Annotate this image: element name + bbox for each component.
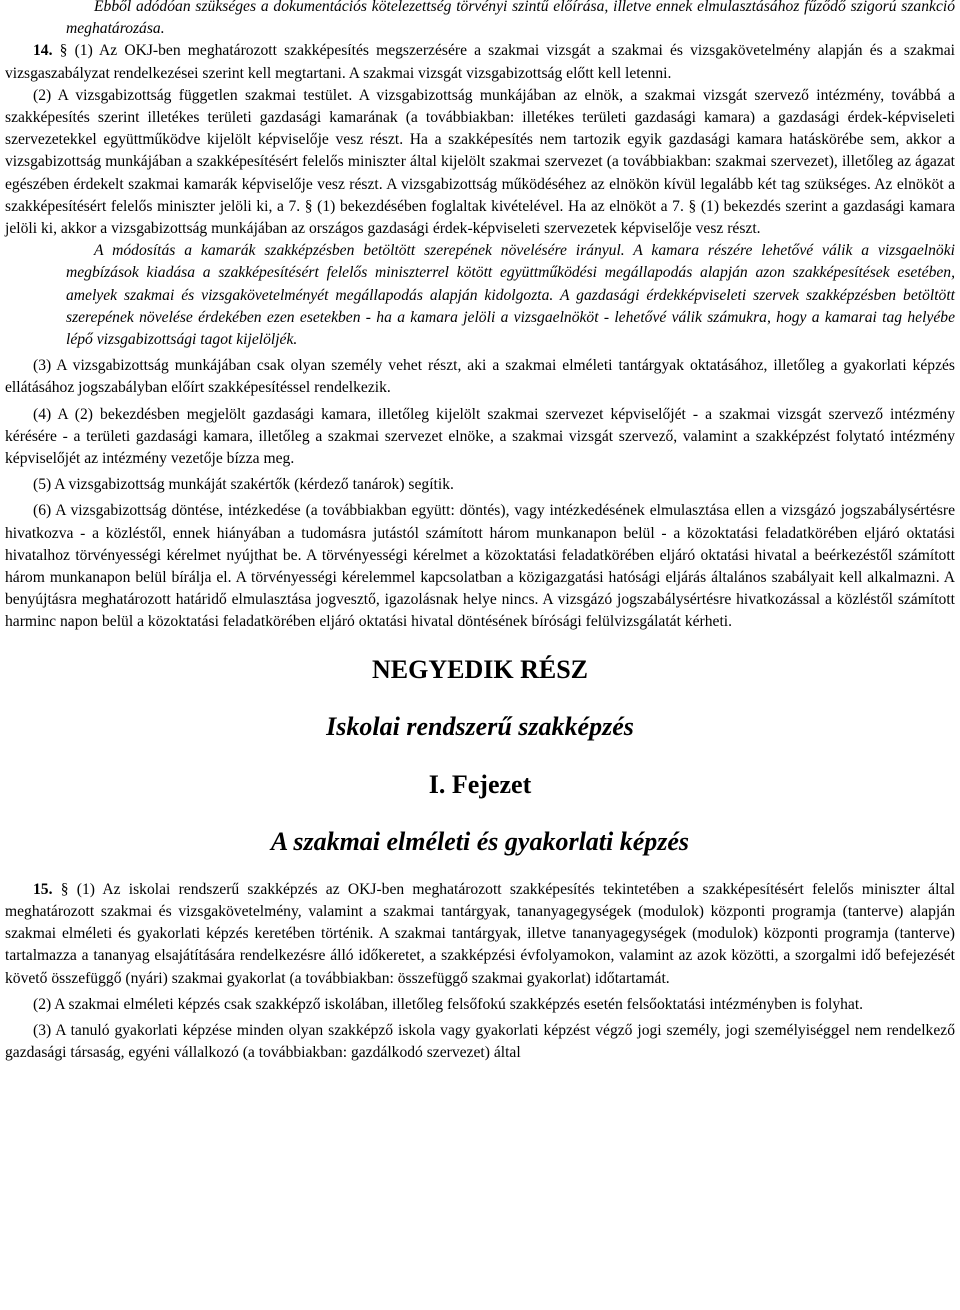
intro-note	[5, 0, 955, 40]
section-14-number: 14.	[33, 42, 53, 60]
document-page	[5, 0, 955, 1064]
section-15-p1-text: (1) Az iskolai rendszerű szakképzés az OKJ-ben meghatározott szakképesítés tekintetében a szakképesítésért felelős miniszter által meghatározott szakmai és vizsgakövetelmény, valamint a szakmai tantárgyak, tananyagegységek (modulok) központi programja (tanterve) alapján szakmai elméleti és gyakorlati képzés keretében történik. A szakmai tantárgyak, illetve tananyagegységek (modulok) központi programja (tanterve) tartalmazza a tananyag elsajátítására rendelkezésre álló időkeretet, a szakképzési évfolyamokon, valamint az azok közötti, a szorgalmi idő befejezését követő összefüggő (nyári) szakmai gyakorlat (a továbbiakban: összefüggő szakmai gyakorlat) időtartamát.	[5, 880, 956, 987]
section-15-number: 15.	[33, 880, 53, 898]
part-heading: NEGYEDIK RÉSZ	[372, 654, 588, 684]
chapter-title-heading: A szakmai elméleti és gyakorlati képzés	[270, 826, 690, 856]
modification-note	[5, 240, 955, 351]
section-14-paragraph-5	[5, 474, 955, 496]
intro-text: Ebből adódóan szükséges a dokumentációs kötelezettség törvényi szintű előírása, illetve ennek elmulasztásához fűződő szigorú szankció meghatározása.	[66, 0, 955, 38]
section-14-paragraph-2	[5, 85, 955, 240]
section-15-p2-text: (2) A szakmai elméleti képzés csak szakképző iskolában, illetőleg felsőfokú szakképzés esetén felsőoktatási intézményben is folyhat.	[33, 995, 864, 1013]
part-title-heading: Iskolai rendszerű szakképzés	[326, 711, 634, 741]
section-15-paragraph-2	[5, 994, 955, 1016]
section-14-p6-text: (6) A vizsgabizottság döntése, intézkedése (a továbbiakban együtt: döntés), vagy intézkedésének elmulasztása ellen a vizsgázó jogszabálysértésre hivatkozva - a közléstől, ennek hiányában a tudomásra jutástól számított három munkanapon belül - a közoktatási feladatkörében eljáró oktatási hivatalhoz törvényességi kérelmet nyújthat be. A törvényességi kérelmet a közoktatási feladatkörében eljáró oktatási hivatal a beérkezéstől számított három munkanapon belül bírálja el. A törvényességi kérelemmel kapcsolatban a közigazgatási hatósági eljárás általános szabályait kell alkalmazni. A benyújtásra meghatározott határidő elmulasztása jogvesztő, igazolásnak helye nincs. A vizsgázó jogszabálysértésre hivatkozással a közléstől számított harminc napon belül a közoktatási feladatkörében eljáró oktatási hivatal döntésének bírósági felülvizsgálatát kérheti.	[5, 502, 955, 631]
section-15-p3-text: (3) A tanuló gyakorlati képzése minden olyan szakképző iskola vagy gyakorlati képzést végző jogi személy, jogi személyiséggel nem rendelkező gazdasági társaság, egyéni vállalkozó (a továbbiakban: gazdálkodó szervezet) által	[5, 1021, 955, 1062]
modification-note-text: A módosítás a kamarák szakképzésben betöltött szerepének növelésére irányul. A kamara részére lehetővé válik a vizsgaelnöki megbízások kiadása a szakképesítésért felelős miniszterrel kötött együttműködési megállapodás alapján azon szakképesítések esetében, amelyek szakmai és vizsgakövetelményét megállapodás alapján kidolgozta. A gazdasági érdekképviseleti szervek szakképzésben betöltött szerepének növelése érdekében ezen esetekben - ha a kamara jelöli a vizsgaelnököt - lehetővé válik számukra, hogy a kamarai tag helyébe lépő vizsgabizottsági tagot kijelöljék.	[66, 242, 955, 349]
chapter-heading: I. Fejezet	[428, 769, 532, 799]
section-15-paragraph-1	[5, 879, 955, 990]
section-14-paragraph-4	[5, 404, 955, 471]
section-14-paragraph-1	[5, 40, 955, 84]
section-14-p3-text: (3) A vizsgabizottság munkájában csak olyan személy vehet részt, aki a szakmai elméleti tantárgyak oktatásához, illetőleg a gyakorlati képzés ellátásához jogszabályban előírt szakképesítéssel rendelkezik.	[5, 357, 955, 397]
section-14-mark: §	[59, 42, 68, 60]
section-14-p4-text: (4) A (2) bekezdésben megjelölt gazdasági kamara, illetőleg kijelölt szakmai szervezet képviselőjét - a szakmai vizsgát szervező intézmény kérésére - a területi gazdasági kamara, illetőleg a szakmai szervezet elnöke, a szakmai vizsgát szervező, valamint a szakképzést folytató intézmény képviselőjét az intézmény vezetője bízza meg.	[5, 405, 955, 468]
section-14-paragraph-3	[5, 355, 955, 399]
section-15-mark: §	[60, 880, 69, 898]
section-14-p2-text: (2) A vizsgabizottság független szakmai testület. A vizsgabizottság munkájában az elnök, a szakmai vizsgát szervező intézmény, továbbá a szakképesítés szerint illetékes területi gazdasági kamarának (a továbbiakban: illetékes területi gazdasági kamara) a gazdasági érdek-képviseleti szervezetekkel együttműködve kijelölt képviselője vesz részt. Ha a szakképesítés nem tartozik egyik gazdasági kamara hatáskörébe sem, akkor a vizsgabizottság munkájában a szakképesítésért felelős miniszter által kijelölt szakmai szervezet (a továbbiakban: szakmai szervezet), illetőleg az ágazat egészében érdekelt szakmai kamarák képviselője vesz részt. A vizsgabizottság működéséhez az elnökön kívül legalább két tag szükséges. Az elnököt a szakképesítésért felelős miniszter jelöli ki, a 7. § (1) bekezdésében foglaltak kivételével. Ha az elnököt a 7. § (1) bekezdés szerint a gazdasági kamara jelöli ki, akkor a vizsgabizottság munkájában az országos gazdasági érdek-képviseleti szervezetek képviselője vesz részt.	[5, 86, 955, 238]
section-15-paragraph-3	[5, 1020, 955, 1064]
section-14-p1-text: (1) Az OKJ-ben meghatározott szakképesítés megszerzésére a szakmai vizsgát a szakmai és vizsgakövetelmény alapján és a szakmai vizsgaszabályzat rendelkezései szerint kell megtartani. A szakmai vizsgát vizsgabizottság előtt kell letenni.	[5, 42, 955, 82]
section-14-p5-text: (5) A vizsgabizottság munkáját szakértők (kérdező tanárok) segítik.	[33, 476, 454, 494]
section-14-paragraph-6	[5, 500, 955, 633]
